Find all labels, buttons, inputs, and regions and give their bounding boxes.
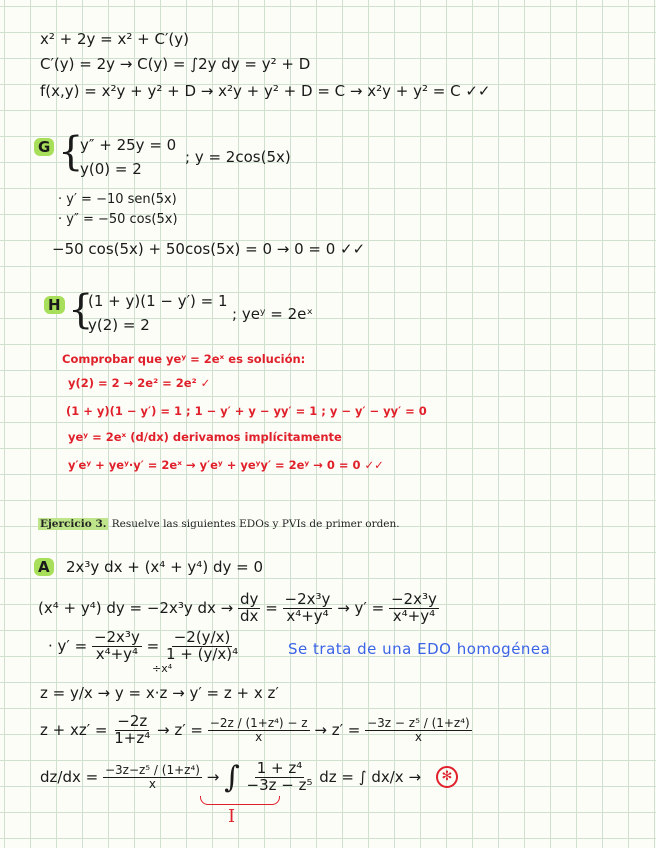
exercise-header — [38, 518, 400, 530]
part-a-line1: 2x³y dx + (x⁴ + y⁴) dy = 0 — [66, 558, 263, 576]
exercise-tag: Ejercicio 3. — [40, 518, 107, 530]
zprime-fraction: $\frac{\text{−2z / (1+z⁴) − z}}{x}$ — [209, 716, 308, 744]
substitution-derivation — [40, 714, 472, 747]
part-g-check: −50 cos(5x) + 50cos(5x) = 0 → 0 = 0 ✓✓ — [52, 240, 366, 258]
exercise-text: Resuelve las siguientes EDOs y PVIs de primer orden. — [108, 518, 400, 530]
part-h-initial-check: y(2) = 2 → 2e² = 2e² ✓ — [68, 376, 211, 390]
substitution-line: z = y/x → y = x·z → y′ = z + x z′ — [40, 684, 279, 702]
homogeneous-fraction: $\frac{-2(y/x)}{\text{1 + (y/x)⁴}}$ — [165, 628, 239, 663]
part-a-homogeneous-line: · y′ = $\frac{\text{−2x³y}}{\text{x⁴+y⁴}}$ = $\frac{-2(y/x)}{\text{1 + (y/x)⁴}}$ — [48, 628, 239, 663]
part-f-line1: x² + 2y = x² + C′(y) — [40, 30, 189, 48]
part-g-eq-bottom: y(0) = 2 — [80, 160, 142, 178]
part-h-implicit-note: yeʸ = 2eˣ (d/dx) derivamos implícitamente — [68, 430, 342, 444]
sub-left: z + xz′ = — [40, 720, 108, 739]
part-h-eq-bottom: y(2) = 2 — [88, 316, 150, 334]
integral-sign: ∫ — [224, 760, 240, 795]
label-g: G — [34, 138, 54, 156]
integrand-fraction: $\frac{\text{1 + z⁴}}{\text{−3z − z⁵}}$ — [246, 759, 313, 794]
part-a-line2-left: (x⁴ + y⁴) dy = −2x³y dx → — [38, 598, 234, 617]
label-a: A — [34, 558, 54, 576]
part-f-line3: f(x,y) = x²y + y² + D → x²y + y² + D = C → x²y + y² = C ✓✓ — [40, 82, 491, 100]
separation-line: dz/dx = $\frac{\text{−3z−z⁵ / (1+z⁴)}}{x}$ → ∫ $\frac{\text{1 + z⁴}}{\text{−3z − z⁵}}$ dz = ∫ dx/x → — [40, 759, 422, 795]
sep-left: dz/dx = — [40, 768, 99, 786]
integral-label: I — [228, 806, 236, 827]
dy-dx-fraction: $\frac{dy}{dx}$ — [240, 590, 259, 625]
part-a-line2: (x⁴ + y⁴) dy = −2x³y dx → $\frac{dy}{dx}$ = $\frac{\text{−2x³y}}{\text{x⁴+y⁴}}$ → y′ = $\frac{\text{−2x³y}}{\text{x⁴+y⁴}}$ — [38, 590, 437, 625]
system-brace-h: { — [68, 287, 94, 333]
sep-fraction: $\frac{\text{−3z−z⁵ / (1+z⁴)}}{x}$ — [104, 763, 200, 791]
sub-fraction: $\frac{-2z}{\text{1+z⁴}}$ — [114, 712, 151, 747]
part-g-derivative1: · y′ = −10 sen(5x) — [58, 192, 177, 207]
yprime-fraction-2: $\frac{\text{−2x³y}}{\text{x⁴+y⁴}}$ — [93, 628, 140, 663]
part-h-solution: ; yeʸ = 2eˣ — [232, 305, 314, 323]
slope-fraction: $\frac{\text{−2x³y}}{\text{x⁴+y⁴}}$ — [284, 590, 331, 625]
part-h-expansion: (1 + y)(1 − y′) = 1 ; 1 − y′ + y − yy′ = 1 ; y − y′ − yy′ = 0 — [66, 404, 427, 418]
asterisk-mark: ✻ — [436, 766, 458, 788]
divide-note: ÷x⁴ — [152, 662, 173, 675]
integral-underbrace — [200, 796, 280, 805]
part-h-implicit-result: y′eʸ + yeʸ·y′ = 2eˣ → y′eʸ + yeʸy′ = 2eʸ → 0 = 0 ✓✓ — [68, 458, 384, 472]
homogeneous-note: Se trata de una EDO homogénea — [288, 640, 551, 658]
yprime-prefix: · y′ = — [48, 636, 88, 655]
part-g-eq-top: y″ + 25y = 0 — [80, 136, 177, 154]
part-h-check-title: Comprobar que yeʸ = 2eˣ es solución: — [62, 352, 306, 366]
part-g-solution: ; y = 2cos(5x) — [185, 148, 291, 166]
integral-rest: dz = ∫ dx/x → — [319, 768, 422, 786]
part-a-line2-right: → y′ = — [337, 598, 385, 617]
system-brace-g: { — [58, 129, 84, 175]
sub-right: → z′ = — [314, 720, 361, 739]
sub-mid: → z′ = — [157, 720, 203, 739]
part-g-derivative2: · y″ = −50 cos(5x) — [58, 212, 178, 227]
zprime-result-fraction: $\frac{\text{−3z − z⁵ / (1+z⁴)}}{x}$ — [367, 716, 470, 744]
part-f-line2: C′(y) = 2y → C(y) = ∫2y dy = y² + D — [40, 55, 311, 73]
part-h-eq-top: (1 + y)(1 − y′) = 1 — [88, 292, 228, 310]
yprime-fraction: $\frac{\text{−2x³y}}{\text{x⁴+y⁴}}$ — [390, 590, 437, 625]
label-h: H — [44, 296, 65, 314]
